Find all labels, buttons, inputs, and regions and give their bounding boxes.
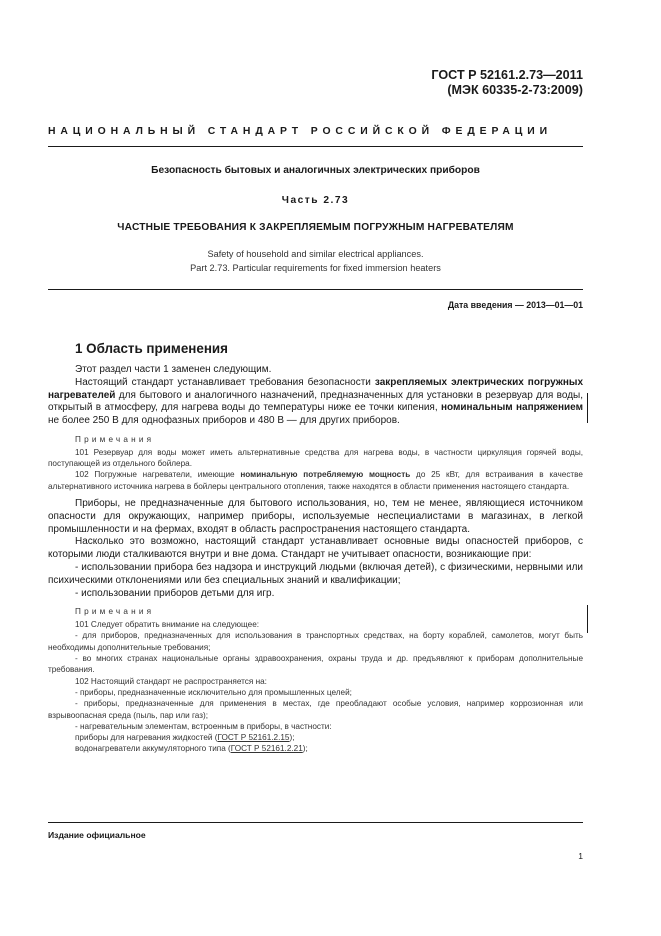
text-run: Настоящий стандарт устанавливает требования безопасности <box>75 376 375 388</box>
section-heading: 1 Область применения <box>75 341 228 356</box>
top-rule <box>48 146 583 147</box>
document-title: Безопасность бытовых и аналогичных электрических приборов <box>151 165 480 176</box>
english-title-line: Safety of household and similar electrical appliances. <box>207 249 424 259</box>
term-bold: номинальным напряжением <box>441 402 583 414</box>
footer-rule <box>48 822 583 823</box>
paragraph <box>48 377 583 428</box>
term-bold: номинальную потребляемую мощность <box>240 470 411 480</box>
page-number: 1 <box>578 851 583 861</box>
text-run: для бытового и аналогичного назначений, предназначенных для установки в резервуар для воды, открытый в атмосферу, для нагрева воды до температуры ниже ее точки кипения, <box>48 389 583 414</box>
note-item: - приборы, предназначенные исключительно для промышленных целей; <box>75 687 352 697</box>
term-bold: закрепляемых электрических погружных нагревателей <box>48 376 583 401</box>
note <box>48 469 583 492</box>
paragraph: Этот раздел части 1 заменен следующим. <box>75 364 272 375</box>
note-item: - приборы, предназначенные для применения в местах, где преобладают особые условия, например коррозионная или взрывоопасная среда (пыль, пар или газ); <box>48 699 583 720</box>
standard-link[interactable]: ГОСТ Р 52161.2.21 <box>230 744 303 754</box>
note-item: - нагревательным элементам, встроенным в приборы, в частности: <box>75 721 332 731</box>
text-run: ); <box>289 733 295 743</box>
change-bar <box>587 393 588 423</box>
english-title <box>48 248 583 275</box>
notes-heading: Примечания <box>75 434 155 444</box>
section-body <box>48 364 583 755</box>
title-rule <box>48 289 583 290</box>
standard-link[interactable]: ГОСТ Р 52161.2.15 <box>217 733 290 743</box>
list-item: - использовании приборов детьми для игр. <box>75 587 275 599</box>
note: 101 Следует обратить внимание на следующее: <box>75 620 260 630</box>
text-run: 102 Погружные нагреватели, имеющие <box>75 470 241 480</box>
note-item: - во многих странах национальные органы здравоохранения, охраны труда и др. предъявляют к приборам дополнительные требования. <box>48 654 583 675</box>
iec-number: (МЭК 60335-2-73:2009) <box>447 83 583 97</box>
notes-heading: Примечания <box>75 607 155 617</box>
paragraph: Приборы, не предназначенные для бытового использования, но, тем не менее, являющиеся источником опасности для окружающих, например приборы, используемые неспециалистами в магазинах, в легкой промышленности и на фермах, входят в область распространения настоящего стандарта. <box>48 497 583 535</box>
standard-number-block <box>431 68 583 98</box>
english-title-line: Part 2.73. Particular requirements for fixed immersion heaters <box>190 262 441 273</box>
note-item <box>48 732 583 743</box>
edition-label: Издание официальное <box>48 830 146 840</box>
national-standard-line: НАЦИОНАЛЬНЫЙ СТАНДАРТ РОССИЙСКОЙ ФЕДЕРАЦИИ <box>48 126 553 137</box>
standard-number: ГОСТ Р 52161.2.73—2011 <box>431 68 583 82</box>
text-run: не более 250 В для однофазных приборов и 480 В — для других приборов. <box>48 415 400 427</box>
document-subject: ЧАСТНЫЕ ТРЕБОВАНИЯ К ЗАКРЕПЛЯЕМЫМ ПОГРУЖНЫМ НАГРЕВАТЕЛЯМ <box>117 222 514 233</box>
part-number: Часть 2.73 <box>281 195 350 206</box>
note-item <box>48 743 583 754</box>
text-run: водонагреватели аккумуляторного типа ( <box>75 744 231 754</box>
note: 102 Настоящий стандарт не распространяется на: <box>75 676 267 686</box>
change-bar <box>587 605 588 633</box>
note-item: - для приборов, предназначенных для использования в транспортных средствах, на борту кораблей, самолетов, могут быть необходимы дополнительные требования; <box>48 631 583 652</box>
paragraph: Насколько это возможно, настоящий стандарт устанавливает основные виды опасностей приборов, с которыми люди сталкиваются внутри и вне дома. Стандарт не учитывает опасности, возникающие при: <box>48 536 583 561</box>
introduction-date: Дата введения — 2013—01—01 <box>447 300 583 310</box>
list-item: - использовании прибора без надзора и инструкций людьми (включая детей), с физическими, нервными или психическими отклонениями или без специальных знаний и квалификации; <box>48 561 583 586</box>
note: 101 Резервуар для воды может иметь альтернативные средства для нагрева воды, в частности циркуляция горячей воды, поступающей из отдельного бойлера. <box>48 447 583 469</box>
text-run: приборы для нагревания жидкостей ( <box>75 733 218 743</box>
text-run: ); <box>302 744 308 754</box>
text-run: до 25 кВт, для встраивания в качестве альтернативного источника нагрева в бойлеры центрального отопления, также находятся в области применения настоящего стандарта. <box>48 470 583 491</box>
